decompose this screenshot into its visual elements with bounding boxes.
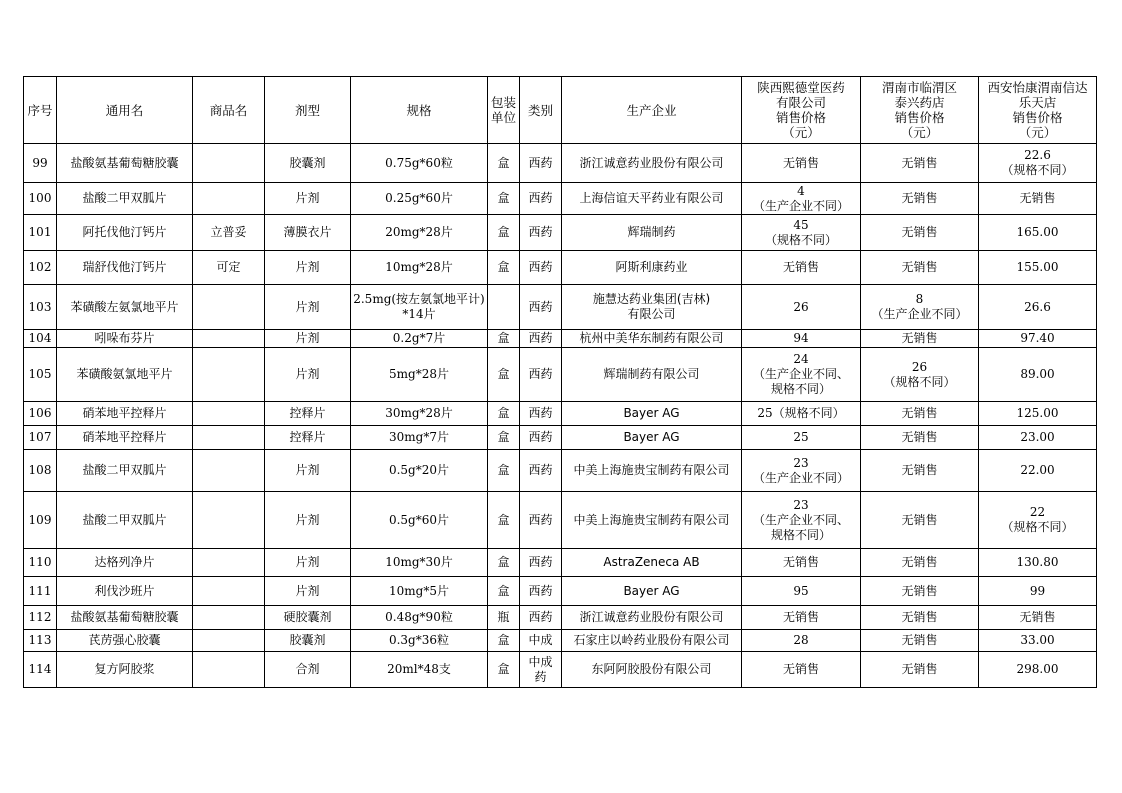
cell-trade-name (193, 348, 265, 402)
cell-category: 西药 (520, 402, 562, 426)
cell-dosage-form: 胶囊剂 (265, 630, 351, 652)
cell-generic-name: 达格列净片 (57, 549, 193, 577)
cell-unit (488, 285, 520, 330)
cell-price-c: 99 (979, 577, 1097, 606)
cell-spec: 0.25g*60片 (351, 183, 488, 215)
cell-spec: 10mg*30片 (351, 549, 488, 577)
cell-dosage-form: 片剂 (265, 450, 351, 492)
cell-category: 西药 (520, 330, 562, 348)
cell-spec: 0.2g*7片 (351, 330, 488, 348)
table-row (24, 606, 1097, 630)
cell-unit: 盒 (488, 450, 520, 492)
header-price-c: 西安怡康渭南信达 乐天店 销售价格 （元） (979, 77, 1097, 144)
cell-dosage-form: 控释片 (265, 426, 351, 450)
cell-price-c: 130.80 (979, 549, 1097, 577)
cell-dosage-form: 合剂 (265, 652, 351, 688)
header-spec: 规格 (351, 77, 488, 144)
cell-trade-name (193, 426, 265, 450)
cell-trade-name: 可定 (193, 251, 265, 285)
cell-generic-name: 苯磺酸氨氯地平片 (57, 348, 193, 402)
cell-generic-name: 吲哚布芬片 (57, 330, 193, 348)
cell-category: 西药 (520, 348, 562, 402)
header-manufacturer: 生产企业 (562, 77, 742, 144)
cell-price-b: 无销售 (861, 251, 979, 285)
cell-unit: 盒 (488, 402, 520, 426)
cell-dosage-form: 片剂 (265, 348, 351, 402)
table-row (24, 630, 1097, 652)
cell-dosage-form: 胶囊剂 (265, 144, 351, 183)
cell-price-a: 23 （生产企业不同、 规格不同） (742, 492, 861, 549)
cell-manufacturer: Bayer AG (562, 426, 742, 450)
cell-price-b: 无销售 (861, 606, 979, 630)
cell-trade-name (193, 606, 265, 630)
cell-price-a: 26 (742, 285, 861, 330)
cell-category: 西药 (520, 215, 562, 251)
cell-price-a: 无销售 (742, 144, 861, 183)
cell-price-b: 无销售 (861, 549, 979, 577)
cell-category: 西药 (520, 144, 562, 183)
cell-spec: 30mg*28片 (351, 402, 488, 426)
cell-manufacturer: 东阿阿胶股份有限公司 (562, 652, 742, 688)
cell-unit: 盒 (488, 549, 520, 577)
cell-price-c: 125.00 (979, 402, 1097, 426)
cell-seq: 106 (24, 402, 57, 426)
cell-price-c: 33.00 (979, 630, 1097, 652)
cell-seq: 101 (24, 215, 57, 251)
cell-manufacturer: 中美上海施贵宝制药有限公司 (562, 450, 742, 492)
cell-unit: 盒 (488, 630, 520, 652)
cell-price-b: 无销售 (861, 426, 979, 450)
cell-price-b: 无销售 (861, 630, 979, 652)
cell-unit: 瓶 (488, 606, 520, 630)
cell-spec: 5mg*28片 (351, 348, 488, 402)
cell-manufacturer: 阿斯利康药业 (562, 251, 742, 285)
cell-price-c: 298.00 (979, 652, 1097, 688)
cell-spec: 0.5g*20片 (351, 450, 488, 492)
cell-spec: 2.5mg(按左氨氯地平计)*14片 (351, 285, 488, 330)
cell-category: 西药 (520, 251, 562, 285)
cell-manufacturer: 上海信谊天平药业有限公司 (562, 183, 742, 215)
cell-spec: 10mg*5片 (351, 577, 488, 606)
header-generic-name: 通用名 (57, 77, 193, 144)
cell-generic-name: 盐酸二甲双胍片 (57, 492, 193, 549)
cell-seq: 107 (24, 426, 57, 450)
header-row (24, 77, 1097, 144)
table-row (24, 652, 1097, 688)
cell-trade-name (193, 402, 265, 426)
cell-dosage-form: 片剂 (265, 285, 351, 330)
cell-price-a: 95 (742, 577, 861, 606)
cell-dosage-form: 片剂 (265, 251, 351, 285)
table-row (24, 251, 1097, 285)
cell-generic-name: 复方阿胶浆 (57, 652, 193, 688)
cell-price-b: 无销售 (861, 577, 979, 606)
cell-manufacturer: 施慧达药业集团(吉林) 有限公司 (562, 285, 742, 330)
cell-price-b: 无销售 (861, 183, 979, 215)
cell-manufacturer: Bayer AG (562, 577, 742, 606)
cell-unit: 盒 (488, 183, 520, 215)
cell-price-a: 23 （生产企业不同） (742, 450, 861, 492)
cell-manufacturer: 辉瑞制药 (562, 215, 742, 251)
cell-trade-name: 立普妥 (193, 215, 265, 251)
table-row (24, 402, 1097, 426)
table-row (24, 285, 1097, 330)
cell-seq: 109 (24, 492, 57, 549)
cell-dosage-form: 片剂 (265, 183, 351, 215)
cell-price-a: 25（规格不同） (742, 402, 861, 426)
cell-spec: 10mg*28片 (351, 251, 488, 285)
header-trade-name: 商品名 (193, 77, 265, 144)
cell-trade-name (193, 652, 265, 688)
cell-seq: 111 (24, 577, 57, 606)
cell-spec: 0.3g*36粒 (351, 630, 488, 652)
cell-category: 西药 (520, 577, 562, 606)
cell-unit: 盒 (488, 330, 520, 348)
cell-generic-name: 阿托伐他汀钙片 (57, 215, 193, 251)
cell-seq: 104 (24, 330, 57, 348)
cell-dosage-form: 片剂 (265, 549, 351, 577)
cell-seq: 99 (24, 144, 57, 183)
cell-price-b: 26 （规格不同） (861, 348, 979, 402)
cell-price-a: 无销售 (742, 652, 861, 688)
cell-price-a: 无销售 (742, 606, 861, 630)
cell-category: 西药 (520, 492, 562, 549)
cell-price-c: 155.00 (979, 251, 1097, 285)
cell-price-c: 22 （规格不同） (979, 492, 1097, 549)
cell-dosage-form: 控释片 (265, 402, 351, 426)
cell-generic-name: 盐酸氨基葡萄糖胶囊 (57, 144, 193, 183)
cell-spec: 20ml*48支 (351, 652, 488, 688)
cell-category: 西药 (520, 426, 562, 450)
cell-price-a: 无销售 (742, 251, 861, 285)
cell-category: 中成 药 (520, 652, 562, 688)
cell-unit: 盒 (488, 251, 520, 285)
cell-manufacturer: 浙江诚意药业股份有限公司 (562, 606, 742, 630)
cell-price-c: 22.6 （规格不同） (979, 144, 1097, 183)
cell-category: 中成 (520, 630, 562, 652)
table-row (24, 330, 1097, 348)
cell-dosage-form: 片剂 (265, 492, 351, 549)
table-row (24, 450, 1097, 492)
cell-category: 西药 (520, 285, 562, 330)
cell-dosage-form: 薄膜衣片 (265, 215, 351, 251)
cell-seq: 102 (24, 251, 57, 285)
cell-manufacturer: 中美上海施贵宝制药有限公司 (562, 492, 742, 549)
cell-price-c: 97.40 (979, 330, 1097, 348)
cell-trade-name (193, 285, 265, 330)
cell-generic-name: 硝苯地平控释片 (57, 402, 193, 426)
cell-trade-name (193, 549, 265, 577)
cell-trade-name (193, 492, 265, 549)
cell-generic-name: 瑞舒伐他汀钙片 (57, 251, 193, 285)
cell-trade-name (193, 144, 265, 183)
cell-seq: 110 (24, 549, 57, 577)
cell-price-a: 无销售 (742, 549, 861, 577)
cell-trade-name (193, 450, 265, 492)
table-row (24, 144, 1097, 183)
cell-price-c: 无销售 (979, 183, 1097, 215)
header-unit: 包装 单位 (488, 77, 520, 144)
cell-price-b: 无销售 (861, 330, 979, 348)
cell-price-b: 无销售 (861, 215, 979, 251)
cell-spec: 0.5g*60片 (351, 492, 488, 549)
cell-price-a: 94 (742, 330, 861, 348)
cell-unit: 盒 (488, 492, 520, 549)
table-row (24, 492, 1097, 549)
cell-dosage-form: 硬胶囊剂 (265, 606, 351, 630)
cell-generic-name: 盐酸氨基葡萄糖胶囊 (57, 606, 193, 630)
cell-price-b: 无销售 (861, 652, 979, 688)
table-row (24, 215, 1097, 251)
cell-unit: 盒 (488, 577, 520, 606)
cell-price-c: 无销售 (979, 606, 1097, 630)
cell-generic-name: 盐酸二甲双胍片 (57, 183, 193, 215)
cell-manufacturer: 浙江诚意药业股份有限公司 (562, 144, 742, 183)
cell-manufacturer: AstraZeneca AB (562, 549, 742, 577)
cell-price-b: 无销售 (861, 450, 979, 492)
table-row (24, 426, 1097, 450)
cell-category: 西药 (520, 450, 562, 492)
cell-generic-name: 芪苈强心胶囊 (57, 630, 193, 652)
cell-trade-name (193, 183, 265, 215)
cell-manufacturer: 杭州中美华东制药有限公司 (562, 330, 742, 348)
cell-price-c: 22.00 (979, 450, 1097, 492)
cell-price-c: 23.00 (979, 426, 1097, 450)
table-row (24, 348, 1097, 402)
header-category: 类别 (520, 77, 562, 144)
cell-unit: 盒 (488, 215, 520, 251)
cell-seq: 100 (24, 183, 57, 215)
cell-dosage-form: 片剂 (265, 330, 351, 348)
cell-spec: 20mg*28片 (351, 215, 488, 251)
header-seq: 序号 (24, 77, 57, 144)
price-comparison-table (23, 76, 1097, 688)
cell-generic-name: 硝苯地平控释片 (57, 426, 193, 450)
cell-seq: 103 (24, 285, 57, 330)
cell-price-b: 无销售 (861, 144, 979, 183)
cell-price-a: 24 （生产企业不同、 规格不同） (742, 348, 861, 402)
cell-manufacturer: 辉瑞制药有限公司 (562, 348, 742, 402)
cell-spec: 0.48g*90粒 (351, 606, 488, 630)
cell-spec: 0.75g*60粒 (351, 144, 488, 183)
cell-spec: 30mg*7片 (351, 426, 488, 450)
cell-category: 西药 (520, 183, 562, 215)
cell-seq: 105 (24, 348, 57, 402)
cell-price-a: 28 (742, 630, 861, 652)
cell-manufacturer: 石家庄以岭药业股份有限公司 (562, 630, 742, 652)
cell-generic-name: 利伐沙班片 (57, 577, 193, 606)
cell-manufacturer: Bayer AG (562, 402, 742, 426)
cell-category: 西药 (520, 606, 562, 630)
cell-unit: 盒 (488, 348, 520, 402)
header-dosage-form: 剂型 (265, 77, 351, 144)
cell-price-a: 25 (742, 426, 861, 450)
table-row (24, 577, 1097, 606)
cell-trade-name (193, 577, 265, 606)
header-price-b: 渭南市临渭区 泰兴药店 销售价格 （元） (861, 77, 979, 144)
cell-seq: 114 (24, 652, 57, 688)
cell-price-a: 4 （生产企业不同） (742, 183, 861, 215)
cell-price-b: 无销售 (861, 402, 979, 426)
cell-seq: 113 (24, 630, 57, 652)
cell-price-c: 89.00 (979, 348, 1097, 402)
cell-generic-name: 苯磺酸左氨氯地平片 (57, 285, 193, 330)
cell-trade-name (193, 330, 265, 348)
cell-generic-name: 盐酸二甲双胍片 (57, 450, 193, 492)
cell-price-c: 165.00 (979, 215, 1097, 251)
cell-category: 西药 (520, 549, 562, 577)
cell-price-a: 45 （规格不同） (742, 215, 861, 251)
cell-dosage-form: 片剂 (265, 577, 351, 606)
cell-seq: 108 (24, 450, 57, 492)
cell-unit: 盒 (488, 426, 520, 450)
cell-seq: 112 (24, 606, 57, 630)
cell-price-b: 无销售 (861, 492, 979, 549)
header-price-a: 陕西熙德堂医药 有限公司 销售价格 （元） (742, 77, 861, 144)
cell-price-c: 26.6 (979, 285, 1097, 330)
cell-unit: 盒 (488, 652, 520, 688)
cell-unit: 盒 (488, 144, 520, 183)
cell-trade-name (193, 630, 265, 652)
table-row (24, 549, 1097, 577)
table-row (24, 183, 1097, 215)
cell-price-b: 8 （生产企业不同） (861, 285, 979, 330)
